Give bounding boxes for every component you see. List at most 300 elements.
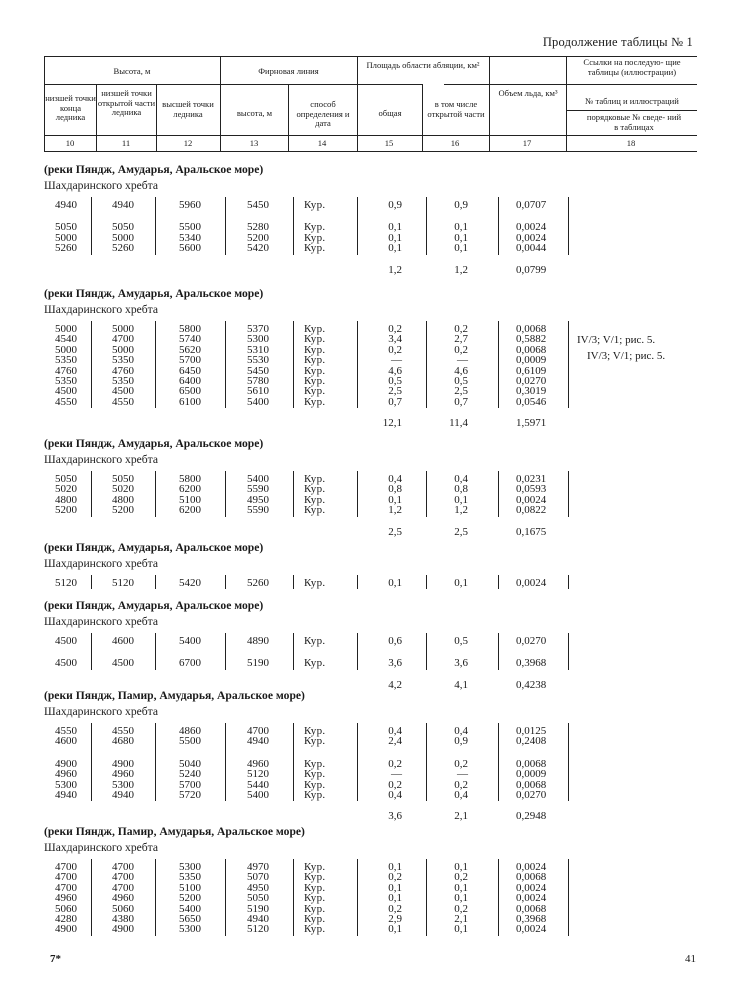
section-title: (реки Пяндж, Амударья, Аральское море) xyxy=(44,163,264,176)
cell-firn-height: 5590 xyxy=(247,504,269,517)
column-divider xyxy=(155,723,156,801)
col-16-header: в том числе открытой части xyxy=(427,99,485,119)
cell-lowest-open: 4700 xyxy=(112,333,134,346)
cell-highest: 5500 xyxy=(179,221,201,234)
cell-lowest-open: 4900 xyxy=(112,757,134,770)
cell-area-total: 0,4 xyxy=(388,789,402,801)
cell-lowest-open: 4500 xyxy=(112,657,134,670)
total-row xyxy=(0,417,741,429)
column-divider xyxy=(357,197,358,255)
cell-lowest-open: 4960 xyxy=(112,768,134,781)
cell-lowest-end: 5050 xyxy=(55,473,77,485)
cell-area-total: 0,2 xyxy=(388,778,402,791)
cell-area-open: 0,2 xyxy=(454,778,468,791)
cell-highest: 5700 xyxy=(179,354,201,367)
total-volume: 0,1675 xyxy=(516,525,547,538)
total-volume: 0,4238 xyxy=(516,678,547,691)
column-divider xyxy=(498,633,499,670)
cell-lowest-end: 5050 xyxy=(55,221,77,234)
cell-ice-volume: 0,5882 xyxy=(516,333,547,346)
cell-lowest-end: 5020 xyxy=(55,483,77,496)
cell-area-open: 0,1 xyxy=(454,221,468,234)
cell-area-total: 3,4 xyxy=(388,333,402,346)
cell-area-open: 4,6 xyxy=(454,364,468,377)
table-reference: IV/3; V/1; рис. 5. xyxy=(587,350,666,362)
cell-lowest-open: 4550 xyxy=(112,725,134,737)
column-divider xyxy=(357,575,358,589)
cell-firn-height: 4960 xyxy=(247,757,269,770)
cell-method: Кур. xyxy=(304,364,326,377)
column-number: 14 xyxy=(317,138,327,148)
cell-area-open: 2,1 xyxy=(454,913,468,925)
cell-firn-height: 5310 xyxy=(247,343,269,356)
cell-highest: 5500 xyxy=(179,735,201,748)
column-divider xyxy=(357,471,358,517)
cell-highest: 5100 xyxy=(179,493,201,506)
cell-lowest-end: 4700 xyxy=(55,861,77,873)
column-divider xyxy=(155,197,156,255)
cell-method: Кур. xyxy=(304,385,326,398)
cell-area-total: 0,1 xyxy=(388,242,402,255)
cell-firn-height: 5120 xyxy=(247,923,269,936)
column-divider xyxy=(357,633,358,670)
cell-lowest-open: 4700 xyxy=(112,861,134,873)
cell-area-total: 0,6 xyxy=(388,635,402,647)
total-open-area: 2,1 xyxy=(454,810,468,823)
cell-highest: 6450 xyxy=(179,364,201,377)
total-row xyxy=(0,264,741,276)
cell-highest: 5720 xyxy=(179,789,201,801)
cell-area-total: 0,1 xyxy=(388,577,402,589)
column-divider xyxy=(498,471,499,517)
total-open-area: 2,5 xyxy=(454,525,468,538)
cell-method: Кур. xyxy=(304,735,326,748)
cell-lowest-end: 5120 xyxy=(55,577,77,589)
cell-area-open: 0,2 xyxy=(454,343,468,356)
total-row xyxy=(0,526,741,538)
cell-ice-volume: 0,0125 xyxy=(516,725,547,737)
cell-lowest-end: 4550 xyxy=(55,395,77,408)
cell-highest: 5800 xyxy=(179,323,201,335)
cell-area-open: 0,9 xyxy=(454,735,468,748)
cell-area-open: 0,1 xyxy=(454,861,468,873)
cell-firn-height: 5450 xyxy=(247,364,269,377)
column-divider xyxy=(498,859,499,936)
table-row xyxy=(0,789,741,801)
column-divider xyxy=(293,197,294,255)
cell-lowest-open: 5300 xyxy=(112,778,134,791)
cell-lowest-end: 4760 xyxy=(55,364,77,377)
cell-area-total: 0,7 xyxy=(388,395,402,408)
cell-area-total: 0,9 xyxy=(388,199,402,211)
column-divider xyxy=(357,723,358,801)
cell-lowest-end: 5000 xyxy=(55,343,77,356)
cell-area-open: 0,5 xyxy=(454,635,468,647)
column-divider xyxy=(568,723,569,801)
column-number: 12 xyxy=(183,138,193,148)
cell-highest: 5960 xyxy=(179,199,201,211)
cell-lowest-end: 4280 xyxy=(55,913,77,925)
column-divider xyxy=(568,859,569,936)
cell-lowest-end: 5350 xyxy=(55,375,77,387)
cell-area-total: 0,1 xyxy=(388,493,402,506)
cell-firn-height: 5300 xyxy=(247,333,269,346)
column-divider xyxy=(155,321,156,408)
cell-area-total: — xyxy=(391,768,402,781)
cell-lowest-open: 5000 xyxy=(112,323,134,335)
cell-firn-height: 5440 xyxy=(247,778,269,791)
section-subtitle: Шахдаринского хребта xyxy=(44,705,159,718)
cell-ice-volume: 0,0231 xyxy=(516,473,547,485)
column-divider xyxy=(426,723,427,801)
cell-area-total: 0,2 xyxy=(388,871,402,884)
cell-firn-height: 5050 xyxy=(247,892,269,905)
cell-method: Кур. xyxy=(304,902,326,915)
col-10-header: низшей точки конца ледника xyxy=(45,93,96,123)
cell-ice-volume: 0,3019 xyxy=(516,385,547,398)
cell-highest: 5600 xyxy=(179,242,201,255)
cell-method: Кур. xyxy=(304,504,326,517)
total-area: 3,6 xyxy=(388,810,402,823)
cell-firn-height: 5400 xyxy=(247,789,269,801)
column-divider xyxy=(155,633,156,670)
cell-area-total: 2,5 xyxy=(388,385,402,398)
cell-firn-height: 5450 xyxy=(247,199,269,211)
height-group-header: Высота, м xyxy=(113,66,151,76)
column-divider xyxy=(293,723,294,801)
section-title: (реки Пяндж, Амударья, Аральское море) xyxy=(44,541,264,554)
cell-lowest-end: 4700 xyxy=(55,871,77,884)
cell-highest: 5240 xyxy=(179,768,201,781)
cell-ice-volume: 0,0068 xyxy=(516,323,547,335)
cell-area-open: — xyxy=(457,354,468,367)
column-number: 15 xyxy=(384,138,394,148)
cell-area-open: 2,5 xyxy=(454,385,468,398)
cell-firn-height: 5120 xyxy=(247,768,269,781)
col-15-header: общая xyxy=(378,108,402,118)
table-row xyxy=(0,635,741,647)
cell-lowest-open: 5050 xyxy=(112,473,134,485)
cell-area-total: 0,1 xyxy=(388,231,402,244)
cell-lowest-end: 4800 xyxy=(55,493,77,506)
column-divider xyxy=(91,321,92,408)
cell-area-open: 0,4 xyxy=(454,725,468,737)
cell-highest: 6700 xyxy=(179,657,201,670)
cell-firn-height: 5070 xyxy=(247,871,269,884)
cell-method: Кур. xyxy=(304,473,326,485)
cell-highest: 5650 xyxy=(179,913,201,925)
cell-area-total: 0,4 xyxy=(388,725,402,737)
table-header xyxy=(44,56,697,152)
section-title: (реки Пяндж, Амударья, Аральское море) xyxy=(44,599,264,612)
cell-lowest-open: 4940 xyxy=(112,199,134,211)
total-volume: 0,0799 xyxy=(516,263,547,276)
col-18a-header: № таблиц и иллюстраций xyxy=(585,96,679,106)
cell-firn-height: 5190 xyxy=(247,657,269,670)
column-divider xyxy=(225,471,226,517)
cell-lowest-end: 4500 xyxy=(55,385,77,398)
cell-highest: 6400 xyxy=(179,375,201,387)
column-number: 10 xyxy=(65,138,75,148)
cell-ice-volume: 0,0822 xyxy=(516,504,547,517)
cell-lowest-open: 4800 xyxy=(112,493,134,506)
cell-area-total: — xyxy=(391,354,402,367)
cell-method: Кур. xyxy=(304,881,326,894)
cell-lowest-open: 4700 xyxy=(112,871,134,884)
table-row xyxy=(0,396,741,408)
cell-area-open: 0,2 xyxy=(454,871,468,884)
column-divider xyxy=(426,859,427,936)
column-number: 16 xyxy=(450,138,460,148)
column-divider xyxy=(91,471,92,517)
cell-lowest-open: 4680 xyxy=(112,735,134,748)
column-divider xyxy=(498,321,499,408)
cell-area-total: 1,2 xyxy=(388,504,402,517)
cell-lowest-end: 5000 xyxy=(55,231,77,244)
column-divider xyxy=(91,197,92,255)
cell-lowest-end: 4900 xyxy=(55,923,77,936)
cell-area-open: 0,1 xyxy=(454,231,468,244)
cell-method: Кур. xyxy=(304,892,326,905)
cell-lowest-open: 5350 xyxy=(112,375,134,387)
cell-area-open: 1,2 xyxy=(454,504,468,517)
cell-area-open: 0,1 xyxy=(454,881,468,894)
cell-method: Кур. xyxy=(304,577,326,589)
cell-ice-volume: 0,0270 xyxy=(516,789,547,801)
cell-highest: 5200 xyxy=(179,892,201,905)
cell-lowest-end: 4500 xyxy=(55,635,77,647)
cell-lowest-end: 4550 xyxy=(55,725,77,737)
cell-ice-volume: 0,3968 xyxy=(516,657,547,670)
cell-ice-volume: 0,0546 xyxy=(516,395,547,408)
section-subtitle: Шахдаринского хребта xyxy=(44,615,159,628)
cell-firn-height: 5590 xyxy=(247,483,269,496)
links-header: Ссылки на последую- щие таблицы (иллюстрации) xyxy=(583,57,681,77)
cell-ice-volume: 0,0068 xyxy=(516,757,547,770)
total-open-area: 11,4 xyxy=(449,417,468,430)
column-number: 17 xyxy=(522,138,532,148)
total-volume: 1,5971 xyxy=(516,417,547,430)
cell-area-total: 0,1 xyxy=(388,861,402,873)
cell-ice-volume: 0,0024 xyxy=(516,221,547,234)
cell-method: Кур. xyxy=(304,343,326,356)
cell-method: Кур. xyxy=(304,242,326,255)
column-divider xyxy=(498,197,499,255)
cell-area-total: 2,4 xyxy=(388,735,402,748)
section-subtitle: Шахдаринского хребта xyxy=(44,557,159,570)
cell-firn-height: 4970 xyxy=(247,861,269,873)
column-divider xyxy=(426,321,427,408)
cell-area-total: 0,8 xyxy=(388,483,402,496)
cell-method: Кур. xyxy=(304,221,326,234)
cell-area-open: 0,1 xyxy=(454,923,468,936)
total-area: 1,2 xyxy=(388,263,402,276)
cell-area-open: 0,1 xyxy=(454,892,468,905)
total-area: 12,1 xyxy=(382,417,402,430)
column-divider xyxy=(91,575,92,589)
column-divider xyxy=(225,859,226,936)
cell-method: Кур. xyxy=(304,871,326,884)
column-divider xyxy=(568,321,569,408)
column-divider xyxy=(426,575,427,589)
cell-lowest-open: 5020 xyxy=(112,483,134,496)
column-divider xyxy=(225,197,226,255)
cell-ice-volume: 0,0024 xyxy=(516,577,547,589)
column-divider xyxy=(155,859,156,936)
cell-method: Кур. xyxy=(304,635,326,647)
cell-lowest-open: 4380 xyxy=(112,913,134,925)
cell-firn-height: 5400 xyxy=(247,395,269,408)
cell-highest: 5300 xyxy=(179,861,201,873)
cell-highest: 5740 xyxy=(179,333,201,346)
cell-firn-height: 5200 xyxy=(247,231,269,244)
table-row xyxy=(0,657,741,669)
cell-ice-volume: 0,0593 xyxy=(516,483,547,496)
cell-area-open: 0,5 xyxy=(454,375,468,387)
cell-ice-volume: 0,0024 xyxy=(516,881,547,894)
cell-area-open: 0,7 xyxy=(454,395,468,408)
cell-highest: 6100 xyxy=(179,395,201,408)
table-row xyxy=(0,577,741,589)
cell-highest: 6200 xyxy=(179,504,201,517)
cell-firn-height: 5190 xyxy=(247,902,269,915)
cell-method: Кур. xyxy=(304,483,326,496)
cell-lowest-open: 4940 xyxy=(112,789,134,801)
cell-area-total: 2,9 xyxy=(388,913,402,925)
cell-firn-height: 4950 xyxy=(247,881,269,894)
column-divider xyxy=(155,575,156,589)
cell-method: Кур. xyxy=(304,778,326,791)
column-divider xyxy=(225,723,226,801)
cell-highest: 5040 xyxy=(179,757,201,770)
cell-highest: 5800 xyxy=(179,473,201,485)
cell-area-total: 0,1 xyxy=(388,892,402,905)
column-divider xyxy=(225,633,226,670)
cell-area-open: 0,2 xyxy=(454,757,468,770)
cell-area-open: 0,1 xyxy=(454,577,468,589)
cell-ice-volume: 0,0707 xyxy=(516,199,547,211)
cell-area-open: 0,1 xyxy=(454,242,468,255)
cell-area-open: 3,6 xyxy=(454,657,468,670)
cell-lowest-open: 5000 xyxy=(112,231,134,244)
cell-lowest-end: 4960 xyxy=(55,892,77,905)
cell-ice-volume: 0,0024 xyxy=(516,493,547,506)
firn-line-header: Фирновая линия xyxy=(258,66,319,76)
cell-highest: 5400 xyxy=(179,635,201,647)
cell-method: Кур. xyxy=(304,493,326,506)
column-divider xyxy=(357,321,358,408)
cell-firn-height: 5420 xyxy=(247,242,269,255)
cell-method: Кур. xyxy=(304,768,326,781)
column-divider xyxy=(357,859,358,936)
cell-ice-volume: 0,2408 xyxy=(516,735,547,748)
cell-area-open: 2,7 xyxy=(454,333,468,346)
cell-firn-height: 5780 xyxy=(247,375,269,387)
cell-highest: 5100 xyxy=(179,881,201,894)
column-divider xyxy=(568,575,569,589)
cell-area-total: 0,2 xyxy=(388,343,402,356)
cell-lowest-open: 4700 xyxy=(112,881,134,894)
cell-firn-height: 5370 xyxy=(247,323,269,335)
column-number: 13 xyxy=(249,138,259,148)
table-row xyxy=(0,735,741,747)
cell-area-total: 0,2 xyxy=(388,902,402,915)
cell-area-open: 0,4 xyxy=(454,473,468,485)
cell-method: Кур. xyxy=(304,913,326,925)
cell-lowest-open: 4960 xyxy=(112,892,134,905)
cell-area-total: 0,1 xyxy=(388,881,402,894)
cell-firn-height: 4890 xyxy=(247,635,269,647)
section-title: (реки Пяндж, Амударья, Аральское море) xyxy=(44,287,264,300)
cell-lowest-end: 4960 xyxy=(55,768,77,781)
col-12-header: высшей точки ледника xyxy=(162,99,214,119)
cell-ice-volume: 0,0270 xyxy=(516,635,547,647)
cell-area-open: — xyxy=(457,768,468,781)
cell-firn-height: 5400 xyxy=(247,473,269,485)
column-divider xyxy=(498,723,499,801)
cell-area-open: 0,1 xyxy=(454,493,468,506)
cell-area-open: 0,4 xyxy=(454,789,468,801)
cell-area-open: 0,8 xyxy=(454,483,468,496)
column-divider xyxy=(293,859,294,936)
cell-ice-volume: 0,0024 xyxy=(516,892,547,905)
column-divider xyxy=(91,723,92,801)
cell-lowest-end: 4900 xyxy=(55,757,77,770)
cell-ice-volume: 0,0044 xyxy=(516,242,547,255)
cell-firn-height: 4950 xyxy=(247,493,269,506)
cell-method: Кур. xyxy=(304,725,326,737)
column-divider xyxy=(498,575,499,589)
cell-area-total: 0,4 xyxy=(388,473,402,485)
cell-lowest-open: 5060 xyxy=(112,902,134,915)
cell-highest: 5300 xyxy=(179,923,201,936)
cell-highest: 6500 xyxy=(179,385,201,398)
column-divider xyxy=(293,321,294,408)
cell-method: Кур. xyxy=(304,861,326,873)
cell-ice-volume: 0,0068 xyxy=(516,343,547,356)
cell-area-total: 4,6 xyxy=(388,364,402,377)
cell-lowest-open: 4760 xyxy=(112,364,134,377)
cell-highest: 6200 xyxy=(179,483,201,496)
table-row xyxy=(0,923,741,935)
table-caption: Продолжение таблицы № 1 xyxy=(542,35,693,49)
section-subtitle: Шахдаринского хребта xyxy=(44,841,159,854)
cell-highest: 5620 xyxy=(179,343,201,356)
cell-firn-height: 5530 xyxy=(247,354,269,367)
col-18b-header: порядковые № сведе- ний в таблицах xyxy=(586,112,682,132)
table-row xyxy=(0,504,741,516)
cell-ice-volume: 0,0068 xyxy=(516,778,547,791)
cell-firn-height: 5280 xyxy=(247,221,269,234)
cell-ice-volume: 0,0024 xyxy=(516,861,547,873)
cell-lowest-open: 5260 xyxy=(112,242,134,255)
total-area: 4,2 xyxy=(388,678,402,691)
cell-firn-height: 4700 xyxy=(247,725,269,737)
column-divider xyxy=(91,859,92,936)
cell-method: Кур. xyxy=(304,354,326,367)
total-open-area: 4,1 xyxy=(454,678,468,691)
cell-lowest-end: 5260 xyxy=(55,242,77,255)
section-title: (реки Пяндж, Памир, Амударья, Аральское море) xyxy=(44,689,305,702)
column-divider xyxy=(568,471,569,517)
cell-area-total: 0,1 xyxy=(388,221,402,234)
cell-ice-volume: 0,0009 xyxy=(516,354,547,367)
column-divider xyxy=(293,471,294,517)
column-divider xyxy=(91,633,92,670)
footer-left: 7* xyxy=(50,953,61,965)
column-divider xyxy=(293,575,294,589)
cell-lowest-open: 5120 xyxy=(112,577,134,589)
